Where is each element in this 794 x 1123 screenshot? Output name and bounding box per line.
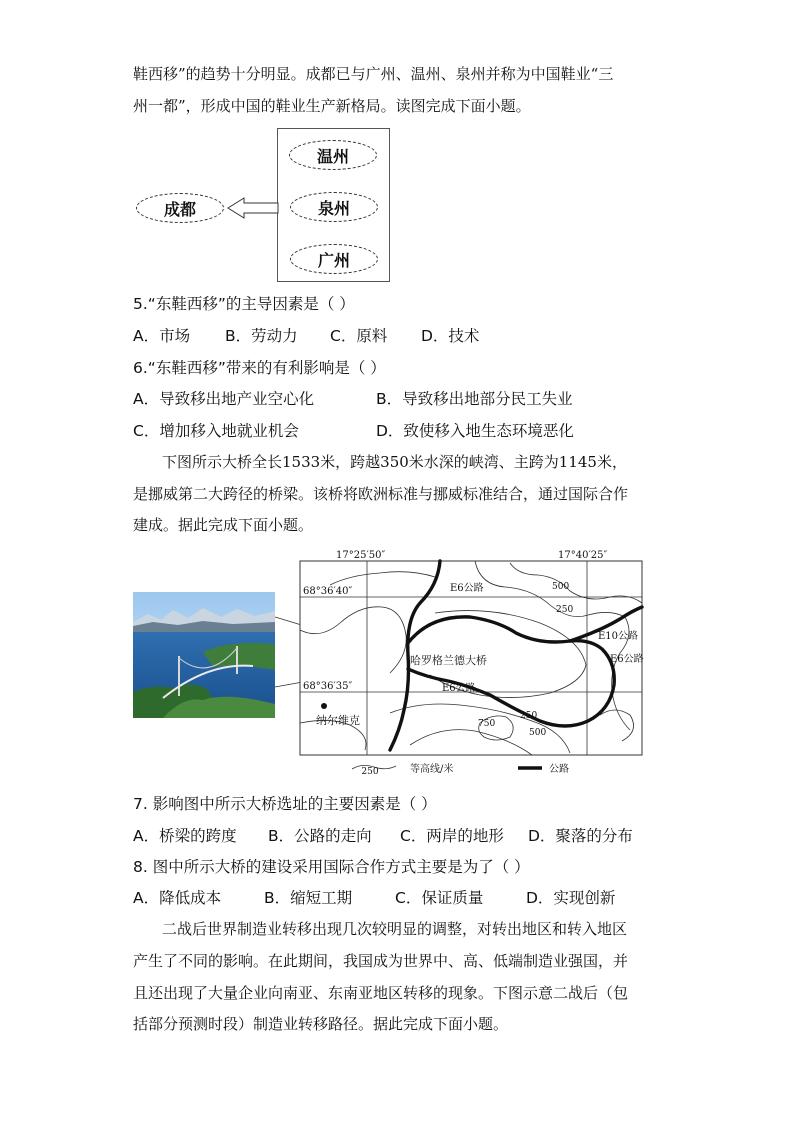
- intro3-line4: 括部分预测时段）制造业转移路径。据此完成下面小题。: [133, 1015, 509, 1033]
- road-e10-label: E10公路: [598, 631, 639, 642]
- intro2-line3: 建成。据此完成下面小题。: [133, 516, 314, 534]
- q8-option-b[interactable]: B．缩短工期: [264, 889, 353, 907]
- q8-stem: 8. 图中所示大桥的建设采用国际合作方式主要是为了（ ）: [133, 858, 530, 876]
- lat-bottom-label: 68°36′35″: [303, 681, 353, 692]
- q8-option-a[interactable]: A．降低成本: [133, 889, 222, 907]
- q5-option-c[interactable]: C．原料: [330, 327, 388, 345]
- road-e6-right-label: E6公路: [610, 654, 644, 665]
- lon-left-label: 17°25′50″: [336, 550, 386, 561]
- city-wenzhou: 温州: [289, 140, 377, 170]
- hollow-arrow-icon: [226, 196, 280, 220]
- legend-road-label: 公路: [549, 764, 569, 775]
- contour-500-bottom-label: 500: [529, 728, 547, 738]
- lat-top-label: 68°36′40″: [303, 586, 353, 597]
- q6-stem: 6.“东鞋西移”带来的有利影响是（ ）: [133, 359, 386, 377]
- q7-option-b[interactable]: B．公路的走向: [268, 827, 372, 845]
- bridge-location-map: [270, 545, 660, 777]
- q5-option-b[interactable]: B．劳动力: [225, 327, 298, 345]
- town-dot-icon: [321, 703, 327, 709]
- q7-option-d[interactable]: D．聚落的分布: [528, 827, 633, 845]
- q8-option-d[interactable]: D．实现创新: [526, 889, 616, 907]
- lon-right-label: 17°40′25″: [558, 550, 608, 561]
- intro2-line1: 下图所示大桥全长1533米，跨越350米水深的峡湾、主跨为1145米，: [162, 453, 627, 471]
- intro1-line1: 鞋西移”的趋势十分明显。成都已与广州、温州、泉州并称为中国鞋业“三: [133, 65, 614, 83]
- q6-option-b[interactable]: B．导致移出地部分民工失业: [376, 390, 573, 408]
- intro2-line2: 是挪威第二大跨径的桥梁。该桥将欧洲标准与挪威标准结合，通过国际合作: [133, 485, 629, 503]
- q5-option-a[interactable]: A．市场: [133, 327, 191, 345]
- q7-option-a[interactable]: A．桥梁的跨度: [133, 827, 237, 845]
- road-e6-bottom-label: E6公路: [442, 683, 476, 694]
- q7-option-c[interactable]: C．两岸的地形: [400, 827, 504, 845]
- bridge-label: 哈罗格兰德大桥: [410, 654, 487, 667]
- intro3-line3: 且还出现了大量企业向南亚、东南亚地区转移的现象。下图示意二战后（包: [133, 984, 629, 1002]
- intro1-line2: 州一都”，形成中国的鞋业生产新格局。读图完成下面小题。: [133, 97, 531, 115]
- city-guangzhou: 广州: [290, 244, 378, 274]
- legend-contour-value: 250: [361, 767, 379, 777]
- legend-contour-label: 等高线/米: [410, 764, 454, 775]
- q6-option-a[interactable]: A．导致移出地产业空心化: [133, 390, 315, 408]
- town-label: 纳尔维克: [316, 714, 360, 727]
- q6-option-d[interactable]: D．致使移入地生态环境恶化: [376, 422, 574, 440]
- q7-stem: 7. 影响图中所示大桥选址的主要因素是（ ）: [133, 795, 437, 813]
- q5-option-d[interactable]: D．技术: [421, 327, 480, 345]
- bridge-photo: [133, 592, 275, 718]
- contour-250-top-label: 250: [556, 605, 574, 615]
- road-e6-top-label: E6公路: [450, 583, 484, 594]
- contour-750-label: 750: [478, 719, 496, 729]
- q6-option-c[interactable]: C．增加移入地就业机会: [133, 422, 299, 440]
- contour-500-top-label: 500: [552, 582, 570, 592]
- q8-option-c[interactable]: C．保证质量: [395, 889, 484, 907]
- q5-stem: 5.“东鞋西移”的主导因素是（ ）: [133, 295, 355, 313]
- city-chengdu: 成都: [136, 193, 224, 223]
- city-quanzhou: 泉州: [290, 192, 378, 222]
- intro3-line2: 产生了不同的影响。在此期间，我国成为世界中、高、低端制造业强国，并: [133, 952, 629, 970]
- intro3-line1: 二战后世界制造业转移出现几次较明显的调整，对转出地区和转入地区: [162, 920, 628, 938]
- contour-250-bottom-label: 250: [520, 711, 538, 721]
- map-legend: [352, 762, 569, 777]
